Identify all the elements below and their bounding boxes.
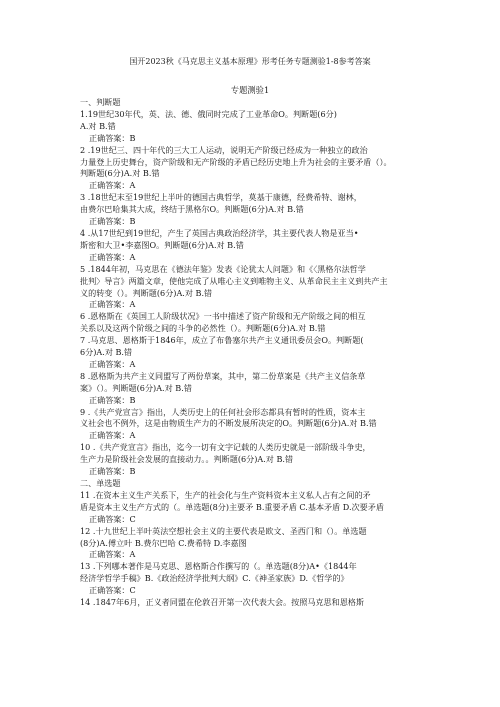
- question-line: 6分)A.对 B.错: [80, 347, 133, 358]
- question-line: 7 .马克思、恩格斯于1846年，成立了布鲁塞尔共产主义通讯委员会O。判断题(: [80, 335, 364, 346]
- question-line: 批判〉导言》两篇文章，使他完成了从唯心主义到唯物主义、从革命民主主义到共产主: [80, 275, 388, 286]
- question-line: 力量登上历史舞台，资产阶级和无产阶级的矛盾已经历史地上升为社会的主要矛盾（）。: [80, 156, 392, 167]
- question-line: 6 .恩格斯在《英国工人阶级状况》一书中描述了资产阶级和无产阶级之间的相互: [80, 311, 366, 322]
- document-body: [80, 97, 468, 609]
- question-line: 1.19世纪30年代，英、法、德、俄同时完成了工业革命O。判断题(6分): [80, 108, 337, 119]
- question-line: 4 .从17世纪到19世纪，产生了英国古典政治经济学，其主要代表人物是亚当•: [80, 227, 359, 238]
- document-title: 国开2023秋《马克思主义基本原理》形考任务专题测验1-8参考答案: [129, 57, 371, 66]
- question-line: 8 .恩格斯为共产主义同盟写了两份草案，其中，第二份草案是《共产主义信条草: [80, 370, 366, 381]
- question-line: 9 .《共产党宣言》指出，人类历史上的任何社会形态都具有暂时的性质，资本主: [80, 406, 366, 417]
- answer-line: 正确答案：A: [89, 549, 136, 560]
- question-line: 14 .1847年6月，正义者同盟在伦敦召开第一次代表大会。按照马克思和恩格斯: [80, 597, 365, 608]
- question-line: (8分)A.傅立叶 B.费尔巴哈 C.费希特 D.李嘉图: [80, 537, 247, 548]
- answer-line: 正确答案：A: [89, 358, 136, 369]
- question-line: 判断题(6分)A.对 B.错: [80, 168, 160, 179]
- question-line: 10 .《共产党宣言》指出，迄今一切有文字记载的人类历史就是一部阶级斗争史，: [80, 442, 371, 453]
- question-line: 案》（）。判断题(6分)A.对 B.错: [80, 382, 192, 393]
- question-line: 11 .在资本主义生产关系下，生产的社会化与生产资料资本主义私人占有之间的矛: [80, 489, 371, 500]
- section-heading: 一、判断题: [80, 97, 121, 107]
- question-line: 关系以及这两个阶级之间的斗争的必然性（）。判断题(6分)A.对 B.错: [80, 323, 326, 334]
- question-line: 3 .18世纪末至19世纪上半叶的德国古典哲学，莫基于康德，经费希特、谢林，: [80, 192, 362, 203]
- question-line: 生产力是阶级社会发展的直接动力。。判断题(6分)A.对 B.错: [80, 454, 294, 465]
- question-line: 12 .十九世纪上半叶英法空想社会主义的主要代表是欧文、圣西门和（）。单选题: [80, 525, 367, 536]
- answer-line: 正确答案：C: [89, 585, 136, 596]
- answer-line: 正确答案：C: [89, 513, 136, 524]
- answer-line: 正确答案：A: [89, 251, 136, 262]
- answer-line: 正确答案：A: [89, 430, 136, 441]
- section-heading: 二、单选题: [80, 478, 121, 488]
- question-line: 2 .19世纪三、四十年代的三大工人运动，说明无产阶级已经成为一种独立的政治: [80, 144, 368, 155]
- answer-line: 正确答案：A: [89, 180, 136, 191]
- quiz-title: 专题测验1: [230, 85, 270, 95]
- answer-line: 正确答案：B: [89, 132, 136, 143]
- answer-line: 正确答案：B: [89, 216, 136, 227]
- question-line: 义的转变（）。判断题(6分)A.对 B.错: [80, 287, 213, 298]
- question-line: 经济学哲学手稿》B.《政治经济学批判大纲》C.《神圣家族》D.《哲学的》: [80, 573, 349, 584]
- question-line: 5 .1844年初，马克思在《德法年鉴》发表《论犹太人问题》和《〈黑格尔法哲学: [80, 263, 366, 274]
- answer-line: 正确答案：A: [89, 299, 136, 310]
- answer-line: 正确答案：B: [89, 394, 136, 405]
- question-line: 由费尔巴哈集其大成，终结于黑格尔O。判断题(6分)A.对 B.错: [80, 204, 304, 215]
- question-line: 盾是资本主义生产方式的（。单选题(8分)主要矛 B.重要矛盾 C.基本矛盾 D.次要矛盾: [80, 501, 384, 512]
- answer-line: 正确答案：B: [89, 466, 136, 477]
- question-line: 13 .下列哪本著作是马克思、恩格斯合作撰写的（。单选题(8分)A•《1844年: [80, 561, 357, 572]
- question-line: A.对 B.错: [80, 120, 116, 131]
- question-line: 斯密和大卫•李嘉图O。判断题(6分)A.对 B.错: [80, 239, 244, 250]
- question-line: 义社会也不例外，这是由物质生产力的不断发展所决定的O。判断题(6分)A.对 B.错: [80, 418, 377, 429]
